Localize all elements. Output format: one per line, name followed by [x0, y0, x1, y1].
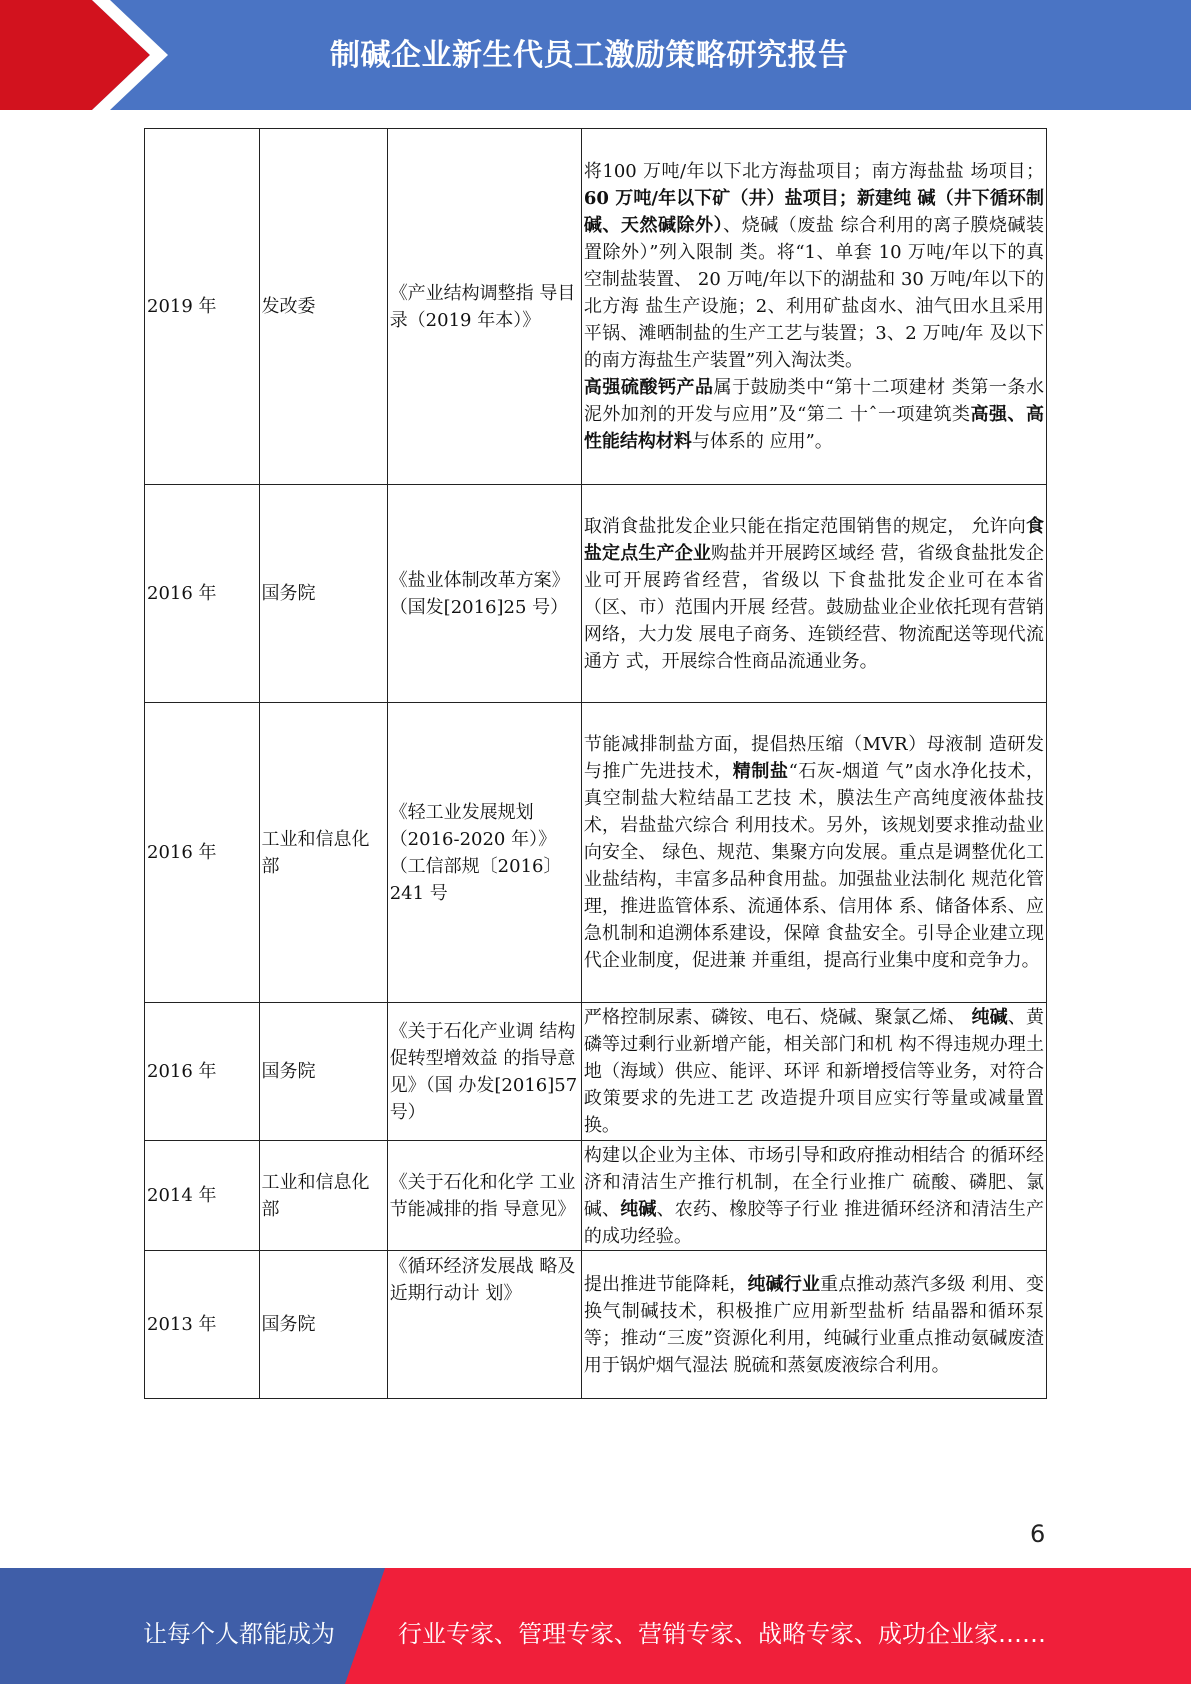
header-red-chevron — [0, 0, 150, 110]
content-cell — [581, 485, 1046, 703]
text-run: 与体系的 应用”。 — [691, 431, 833, 452]
department-cell: 国务院 — [259, 1003, 387, 1141]
text-run: 严格控制尿素、磷铵、电石、烧碱、聚氯乙烯、 — [583, 1007, 972, 1028]
content-cell — [581, 1141, 1046, 1251]
year-cell: 2016 年 — [145, 485, 260, 703]
footer-slogan-right: 行业专家、管理专家、营销专家、战略专家、成功企业家…… — [398, 1620, 1046, 1648]
bold-text: 食盐定点生产企业 — [583, 515, 1044, 564]
year-cell: 2016 年 — [145, 1003, 260, 1141]
text-run: 取消食盐批发企业只能在指定范围销售的规定， 允许向 — [583, 515, 1026, 537]
text-run: 将100 万吨/年以下北方海盐项目；南方海盐盐 场项目； — [583, 161, 1044, 182]
year-cell: 2013 年 — [145, 1251, 260, 1399]
bold-text: 纯碱 — [620, 1198, 657, 1220]
text-run: 属于鼓励类中“第十二项建材 类第一条水泥外加剂的开发与应用”及“第二 十ˆ一项建筑类 — [583, 377, 1044, 425]
year-cell: 2014 年 — [145, 1141, 260, 1251]
text-run: 重点推动蒸汽多级 利用、变换气制碱技术，积极推广应用新型盐析 结晶器和循环泵等；推动“三废”资源化利用，纯碱行业重点推动氨碱废渣用于锅炉烟气湿法 脱硫和蒸氨废液综合利用。 — [583, 1273, 1045, 1376]
year-cell: 2016 年 — [145, 703, 260, 1003]
footer-slogan-left: 让每个人都能成为 — [143, 1620, 335, 1648]
text-run: 提出推进节能降耗， — [583, 1273, 748, 1295]
document-cell: 《循环经济发展战 略及近期行动计 划》 — [387, 1251, 581, 1399]
table-row — [145, 129, 1047, 485]
bold-text: 精制盐 — [732, 761, 789, 782]
table-row — [145, 1251, 1047, 1399]
policy-table — [144, 128, 1047, 1399]
department-cell: 工业和信息化部 — [259, 1141, 387, 1251]
year-cell: 2019 年 — [145, 129, 260, 485]
table-row — [145, 703, 1047, 1003]
content-cell — [581, 703, 1046, 1003]
page-number: 6 — [1030, 1520, 1046, 1548]
document-cell: 《关于石化产业调 结构促转型增效益 的指导意见》（国 办发[2016]57 号） — [387, 1003, 581, 1141]
department-cell: 发改委 — [259, 129, 387, 485]
bold-text: 高强、高性能结构材料 — [583, 404, 1045, 452]
content-cell — [581, 1003, 1046, 1141]
department-cell: 国务院 — [259, 1251, 387, 1399]
footer-bar — [0, 1568, 1191, 1684]
document-cell: 《关于石化和化学 工业节能减排的指 导意见》 — [387, 1141, 581, 1251]
document-cell: 《产业结构调整指 导目录（2019 年本）》 — [387, 129, 581, 485]
text-run: 、黄磷等过剩行业新增产能，相关部门和机 构不得违规办理土地（海域）供应、能评、环评 和新增授信等业务，对符合政策要求的先进工艺 改造提升项目应实行等量或减量置换。 — [583, 1007, 1045, 1136]
department-cell: 国务院 — [259, 485, 387, 703]
header-bar — [0, 0, 1191, 110]
table-row — [145, 1141, 1047, 1251]
text-run: “石灰-烟道 气”卤水净化技术，真空制盐大粒结晶工艺技 术，膜法生产高纯度液体盐技术，岩盐盐穴综合 利用技术。另外，该规划要求推动盐业向安全、 绿色、规范、集聚方向发展。重点是调整优化工 业盐结构，丰富多品种食用盐。加强盐业法制化 规范化管理，推进监管体系、流通体系、信用体 系、储备体系、应急机制和追溯体系建设，保障 食盐安全。引导企业建立现代企业制度，促进兼 并重组，提高行业集中度和竞争力。 — [583, 761, 1045, 971]
bold-text: 60 万吨/年以下矿（井）盐项目；新建纯 碱（井下循环制碱、天然碱除外） — [583, 188, 1044, 236]
document-cell: 《轻工业发展规划（2016-2020 年）》（工信部规〔2016〕241 号 — [387, 703, 581, 1003]
department-cell: 工业和信息化部 — [259, 703, 387, 1003]
text-run: 、烧碱（废盐 综合利用的离子膜烧碱装置除外）”列入限制 类。将“1、单套 10 万吨/年以下的真空制盐装置、 20 万吨/年以下的湖盐和 30 万吨/年以下的北方海 盐生产设施；2、利用矿盐卤水、油气田水且采用 平锅、滩晒制盐的生产工艺与装置；3、2 万吨/年 及以下的南方海盐生产装置”列入淘汰类。 — [583, 215, 1044, 371]
text-run: 、农药、橡胶等子行业 推进循环经济和清洁生产的成功经验。 — [583, 1198, 1044, 1247]
content-cell — [581, 129, 1046, 485]
text-run: 构建以企业为主体、市场引导和政府推动相结合 的循环经济和清洁生产推行机制，在全行业推广 硫酸、磷肥、氯碱、 — [583, 1144, 1044, 1220]
report-title: 制碱企业新生代员工激励策略研究报告 — [330, 38, 849, 73]
bold-text: 纯碱 — [971, 1007, 1008, 1028]
table-row — [145, 485, 1047, 703]
document-cell: 《盐业体制改革方案》（国发[2016]25 号） — [387, 485, 581, 703]
bold-text: 纯碱行业 — [747, 1273, 821, 1295]
text-run: 购盐并开展跨区域经 营，省级食盐批发企业可开展跨省经营，省级以 下食盐批发企业可在本省（区、市）范围内开展 经营。鼓励盐业企业依托现有营销网络，大力发 展电子商务、连锁经营、物流配送等现代流通方 式，开展综合性商品流通业务。 — [583, 542, 1044, 672]
bold-text: 高强硫酸钙产品 — [583, 377, 714, 398]
table-row — [145, 1003, 1047, 1141]
text-run: 节能减排制盐方面，提倡热压缩（MVR）母液制 造研发与推广先进技术， — [583, 734, 1044, 782]
content-cell — [581, 1251, 1046, 1399]
